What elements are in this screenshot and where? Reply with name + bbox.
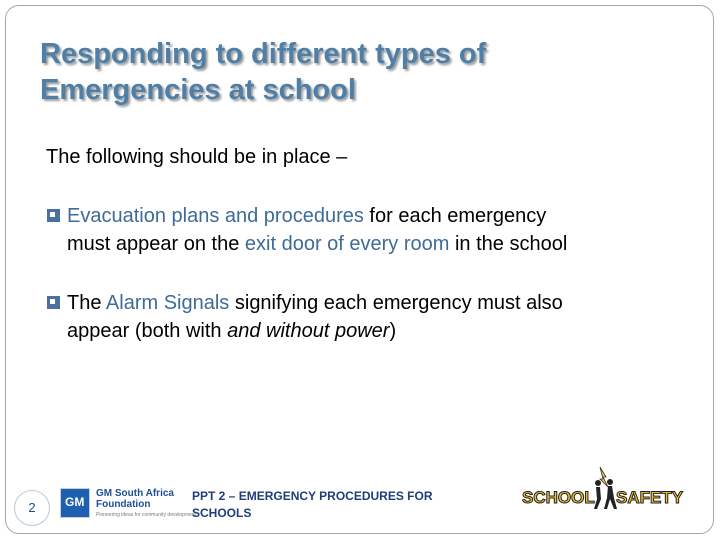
intro-text: The following should be in place – (46, 146, 348, 168)
figure-head-icon (607, 479, 613, 485)
bullet-line-2 (47, 230, 687, 258)
bullet-text: signifying each emergency must also (229, 292, 563, 314)
gm-logo-tagline: Pioneering ideas for community development (96, 512, 197, 518)
title-line-2: Emergencies at school (40, 74, 356, 106)
footer-line-1: PPT 2 – EMERGENCY PROCEDURES FOR (192, 489, 433, 503)
bullet-text: ) (389, 320, 397, 342)
bullet-text: The (67, 292, 106, 314)
figure-head-icon (595, 480, 601, 486)
gm-logo-line-2: Foundation (96, 499, 151, 510)
checkbox-bullet-icon (47, 209, 60, 222)
safety-word: SAFETY (616, 488, 684, 507)
school-word: SCHOOL (522, 488, 595, 507)
checkbox-bullet-icon (47, 296, 60, 309)
bullet-item-evacuation-plans (47, 202, 687, 258)
gm-logo-line-1: GM South Africa (96, 488, 174, 499)
lightning-bolt-icon (600, 467, 608, 487)
bullet-line-2 (47, 317, 687, 345)
gm-mark-icon (60, 488, 90, 518)
bullet-line-1 (47, 289, 687, 317)
bullet-text: appear (both with (67, 320, 228, 342)
highlight-alarm-signals: Alarm Signals (105, 292, 230, 314)
bullet-item-alarm-signals (47, 289, 687, 345)
bullet-text: must appear on the (67, 233, 245, 255)
title-line-1: Responding to different types of (40, 38, 487, 70)
gm-foundation-logo (60, 488, 197, 522)
bullet-text: in the school (449, 233, 568, 255)
bullet-text: for each emergency (363, 205, 547, 227)
emphasis-without-power: and without power (227, 320, 390, 342)
gm-mark-text: GM (65, 495, 85, 509)
slide-title (40, 36, 680, 108)
school-safety-logo (520, 465, 685, 513)
children-figures-icon (594, 486, 617, 509)
footer-text (192, 488, 492, 522)
footer-line-2: SCHOOLS (192, 506, 252, 520)
bullet-line-1 (47, 202, 687, 230)
page-number: 2 (14, 490, 50, 526)
highlight-evacuation-plans: Evacuation plans and procedures (67, 205, 364, 227)
highlight-exit-door: exit door of every room (244, 233, 450, 255)
